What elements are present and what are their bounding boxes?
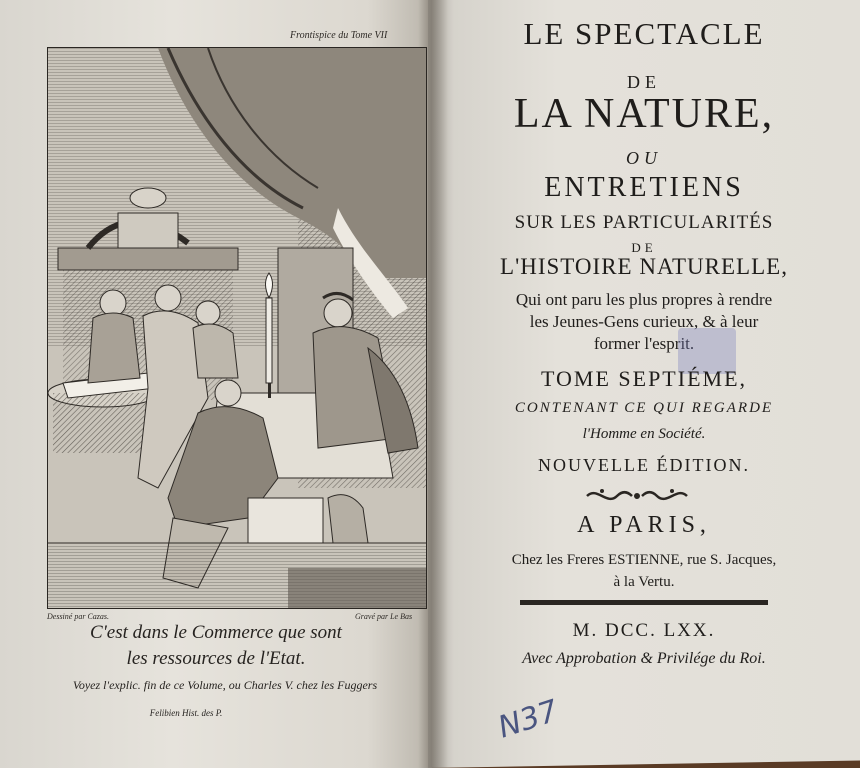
title-line-contenant: CONTENANT CE QUI REGARDE — [514, 400, 774, 416]
frontispiece-engraving — [47, 47, 427, 609]
fleuron-ornament — [582, 484, 692, 508]
title-line-particularites: SUR LES PARTICULARITÉS — [514, 212, 774, 233]
title-line-tome: TOME SEPTIÉME, — [540, 366, 748, 391]
title-line-homme: l'Homme en Société. — [582, 426, 706, 442]
title-line-de-2: DE — [631, 240, 657, 255]
motto-line-1: C'est dans le Commerce que sont — [90, 622, 342, 643]
title-line-edition: NOUVELLE ÉDITION. — [538, 455, 750, 475]
title-line-de: DE — [627, 72, 661, 92]
title-line-subtitle-2: les Jeunes-Gens curieux, & à leur — [529, 312, 759, 331]
title-line-histoire-naturelle: L'HISTOIRE NATURELLE, — [500, 254, 788, 279]
title-line-a-paris: A PARIS, — [577, 512, 711, 538]
motto-line-2: les ressources de l'Etat. — [126, 648, 306, 669]
engraving-credit-designer: Dessiné par Cazas. — [47, 612, 110, 621]
title-line-approbation: Avec Approbation & Privilége du Roi. — [522, 650, 766, 667]
handwritten-shelf-mark: N37 — [494, 693, 563, 746]
motto-reference: Voyez l'explic. fin de ce Volume, ou Charles V. chez les Fuggers — [72, 678, 378, 692]
title-rule — [520, 600, 768, 605]
motto-footer: Felibien Hist. des P. — [149, 708, 223, 718]
title-line-ou: OU — [626, 148, 662, 168]
title-line-subtitle-1: Qui ont paru les plus propres à rendre — [515, 290, 773, 309]
title-line-vertu: à la Vertu. — [613, 574, 675, 590]
title-line-la-nature: LA NATURE, — [513, 91, 775, 137]
title-line-publisher: Chez les Freres ESTIENNE, rue S. Jacques, — [511, 552, 777, 568]
engraving-illustration — [48, 48, 426, 608]
title-line-entretiens: ENTRETIENS — [544, 172, 744, 203]
engraving-credit-engraver: Gravé par Le Bas — [355, 612, 413, 621]
frontispiece-label: Frontispice du Tome VII — [290, 30, 388, 41]
title-line-le-spectacle: LE SPECTACLE — [523, 16, 765, 51]
title-line-subtitle-3: former l'esprit. — [593, 334, 695, 353]
title-line-date: M. DCC. LXX. — [572, 620, 716, 641]
